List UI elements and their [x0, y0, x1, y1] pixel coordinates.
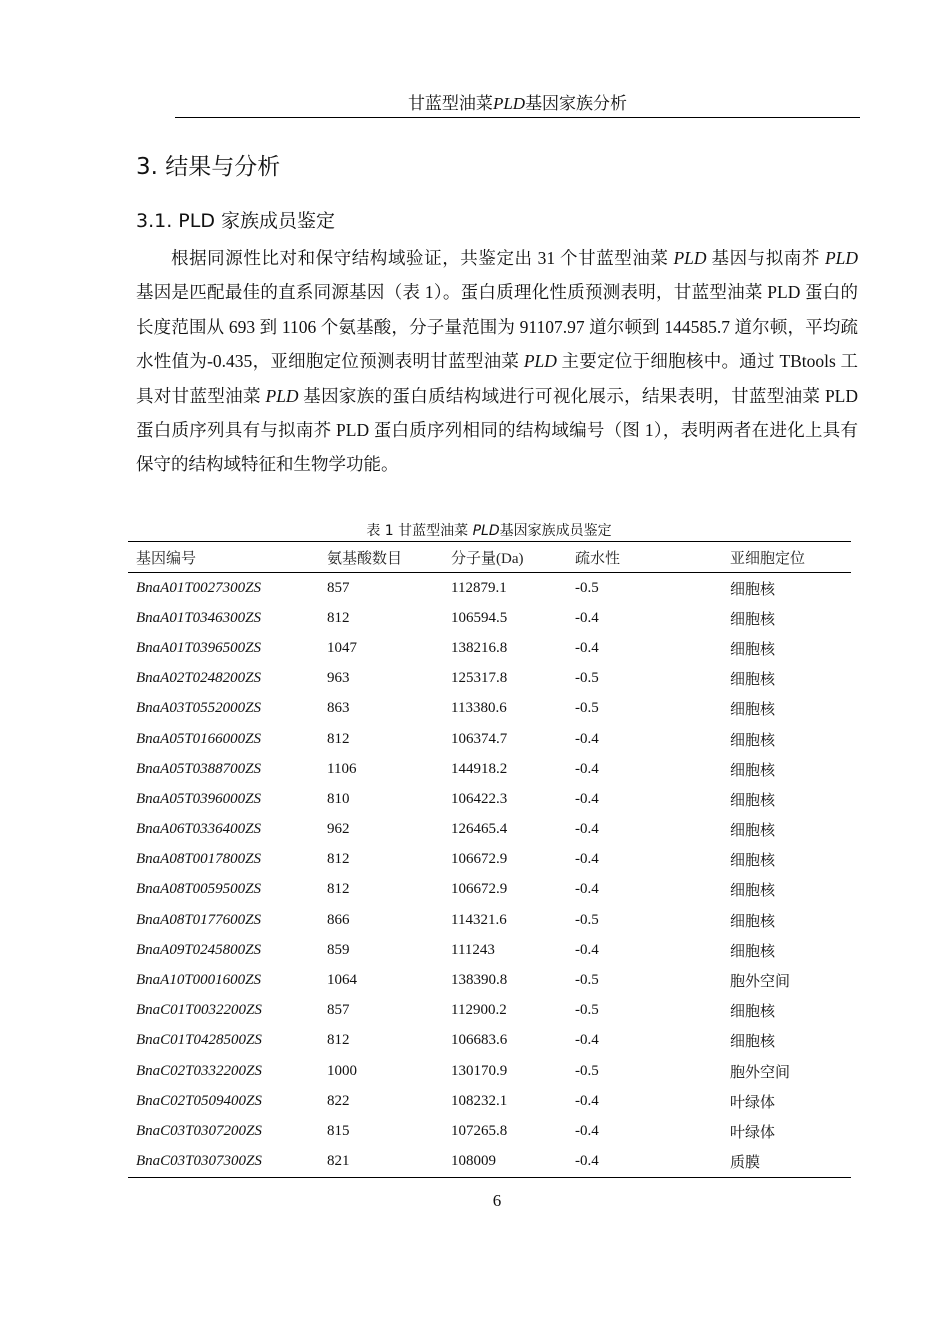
- table-row: [128, 905, 851, 935]
- cell-molecular-weight: 144918.2: [451, 760, 508, 777]
- cell-hydrophobicity: -0.5: [575, 700, 599, 717]
- cell-gene-id: BnaA02T0248200ZS: [136, 670, 262, 687]
- cell-hydrophobicity: -0.4: [575, 851, 599, 868]
- table-row: [128, 664, 851, 694]
- gene-family-table: [128, 541, 851, 1178]
- header-subcellular-location: 亚细胞定位: [730, 550, 806, 567]
- cell-gene-id: BnaA01T0346300ZS: [136, 609, 262, 626]
- cell-subcellular-location: 细胞核: [730, 943, 776, 960]
- table-row: [128, 694, 851, 724]
- cell-subcellular-location: 细胞核: [730, 1034, 776, 1051]
- cell-amino-acid-count: 1064: [327, 972, 357, 989]
- cell-molecular-weight: 125317.8: [451, 670, 508, 687]
- page-number: 6: [492, 1191, 502, 1210]
- running-header-suffix: 基因家族分析: [525, 94, 628, 113]
- cell-molecular-weight: 107265.8: [451, 1122, 508, 1139]
- cell-amino-acid-count: 962: [327, 821, 350, 838]
- cell-subcellular-location: 细胞核: [730, 732, 776, 749]
- table-row: [128, 875, 851, 905]
- table-body: [128, 573, 851, 1178]
- cell-hydrophobicity: -0.4: [575, 760, 599, 777]
- cell-molecular-weight: 112879.1: [451, 579, 507, 596]
- cell-gene-id: BnaA06T0336400ZS: [136, 821, 262, 838]
- cell-hydrophobicity: -0.4: [575, 1092, 599, 1109]
- cell-subcellular-location: 细胞核: [730, 792, 776, 809]
- cell-gene-id: BnaA10T0001600ZS: [136, 972, 262, 989]
- cell-molecular-weight: 106422.3: [451, 790, 508, 807]
- cell-hydrophobicity: -0.4: [575, 609, 599, 626]
- cell-amino-acid-count: 812: [327, 851, 350, 868]
- cell-hydrophobicity: -0.5: [575, 579, 599, 596]
- cell-subcellular-location: 细胞核: [730, 823, 776, 840]
- cell-hydrophobicity: -0.4: [575, 1032, 599, 1049]
- running-header-prefix: 甘蓝型油菜: [407, 94, 493, 113]
- table-row: [128, 996, 851, 1026]
- cell-molecular-weight: 114321.6: [451, 911, 507, 928]
- cell-amino-acid-count: 963: [327, 670, 350, 687]
- cell-amino-acid-count: 859: [327, 941, 350, 958]
- cell-amino-acid-count: 812: [327, 1032, 350, 1049]
- cell-subcellular-location: 细胞核: [730, 913, 776, 930]
- cell-gene-id: BnaA09T0245800ZS: [136, 941, 262, 958]
- table-row: [128, 754, 851, 784]
- cell-hydrophobicity: -0.5: [575, 972, 599, 989]
- cell-molecular-weight: 108232.1: [451, 1092, 508, 1109]
- header-hydrophobicity: 疏水性: [575, 550, 621, 567]
- table-row: [128, 1026, 851, 1056]
- cell-hydrophobicity: -0.4: [575, 941, 599, 958]
- subsection-title: 3.1. PLD 家族成员鉴定: [136, 210, 336, 232]
- cell-subcellular-location: 细胞核: [730, 883, 776, 900]
- cell-gene-id: BnaC02T0332200ZS: [136, 1062, 262, 1079]
- cell-amino-acid-count: 815: [327, 1122, 350, 1139]
- cell-molecular-weight: 126465.4: [451, 821, 508, 838]
- table-row: [128, 1147, 851, 1178]
- cell-gene-id: BnaC03T0307300ZS: [136, 1153, 262, 1170]
- cell-gene-id: BnaA01T0396500ZS: [136, 639, 262, 656]
- cell-molecular-weight: 106672.9: [451, 881, 508, 898]
- table-row: [128, 573, 851, 604]
- paragraph-italic-1: PLD: [673, 248, 707, 268]
- cell-amino-acid-count: 1000: [327, 1062, 357, 1079]
- paragraph-text-5: 基因家族的蛋白质结构域进行可视化展示，结果表明，甘蓝型油菜 PLD 蛋白质序列具有与拟南芥 PLD 蛋白质序列相同的结构域编号（图 1），表明两者在进化上具有保守的结构域特征和生物学功能。: [136, 385, 859, 475]
- table-row: [128, 603, 851, 633]
- cell-hydrophobicity: -0.5: [575, 1002, 599, 1019]
- cell-amino-acid-count: 857: [327, 579, 350, 596]
- cell-hydrophobicity: -0.4: [575, 639, 599, 656]
- cell-subcellular-location: 细胞核: [730, 611, 776, 628]
- cell-hydrophobicity: -0.5: [575, 1062, 599, 1079]
- paragraph-text-3: 基因是匹配最佳的直系同源基因（表 1）。蛋白质理化性质预测表明，甘蓝型油菜 PLD 蛋白的长度范围从 693 到 1106 个氨基酸，分子量范围为 91107.97 道尔顿到 144585.7 道尔顿，平均疏水性值为-0.435，亚细胞定位预测表明甘蓝型油菜: [136, 282, 858, 372]
- table-caption: [128, 520, 850, 540]
- header-molecular-weight: 分子量(Da): [451, 550, 524, 567]
- paragraph-text-4: 主要定位于细胞核中。通过 TBtools 工具对甘蓝型油菜: [136, 351, 858, 406]
- cell-subcellular-location: 质膜: [730, 1155, 761, 1172]
- table-row: [128, 1116, 851, 1146]
- cell-amino-acid-count: 821: [327, 1153, 350, 1170]
- cell-molecular-weight: 108009: [451, 1153, 496, 1170]
- cell-gene-id: BnaC01T0428500ZS: [136, 1032, 262, 1049]
- caption-prefix: 表 1 甘蓝型油菜: [366, 523, 473, 539]
- cell-amino-acid-count: 812: [327, 730, 350, 747]
- caption-italic: PLD: [472, 523, 500, 539]
- cell-molecular-weight: 106594.5: [451, 609, 508, 626]
- table-row: [128, 815, 851, 845]
- cell-amino-acid-count: 866: [327, 911, 350, 928]
- paragraph-text-1: 根据同源性比对和保守结构域验证，共鉴定出 31 个甘蓝型油菜: [171, 248, 674, 268]
- table-row: [128, 633, 851, 663]
- cell-molecular-weight: 106672.9: [451, 851, 508, 868]
- table-row: [128, 845, 851, 875]
- cell-gene-id: BnaC01T0032200ZS: [136, 1002, 262, 1019]
- cell-hydrophobicity: -0.5: [575, 911, 599, 928]
- cell-subcellular-location: 细胞核: [730, 581, 776, 598]
- cell-hydrophobicity: -0.4: [575, 790, 599, 807]
- cell-gene-id: BnaA08T0177600ZS: [136, 911, 262, 928]
- cell-molecular-weight: 138216.8: [451, 639, 508, 656]
- table-row: [128, 724, 851, 754]
- cell-molecular-weight: 111243: [451, 941, 495, 958]
- cell-molecular-weight: 113380.6: [451, 700, 507, 717]
- table-row: [128, 935, 851, 965]
- caption-suffix: 基因家族成员鉴定: [499, 523, 612, 539]
- cell-subcellular-location: 细胞核: [730, 762, 776, 779]
- cell-gene-id: BnaA05T0166000ZS: [136, 730, 262, 747]
- table-row: [128, 1056, 851, 1086]
- running-header: [175, 94, 860, 118]
- cell-amino-acid-count: 1106: [327, 760, 357, 777]
- paragraph-italic-2: PLD: [824, 248, 859, 268]
- cell-subcellular-location: 胞外空间: [730, 1064, 791, 1081]
- paragraph-italic-4: PLD: [265, 385, 299, 406]
- cell-gene-id: BnaA03T0552000ZS: [136, 700, 262, 717]
- cell-gene-id: BnaA05T0388700ZS: [136, 760, 262, 777]
- table-row: [128, 1086, 851, 1116]
- table-row: [128, 784, 851, 814]
- section-title: 3. 结果与分析: [136, 154, 281, 180]
- cell-amino-acid-count: 822: [327, 1092, 350, 1109]
- cell-subcellular-location: 叶绿体: [730, 1094, 776, 1111]
- cell-hydrophobicity: -0.4: [575, 821, 599, 838]
- cell-gene-id: BnaA08T0059500ZS: [136, 881, 262, 898]
- cell-hydrophobicity: -0.4: [575, 730, 599, 747]
- running-header-italic: PLD: [492, 94, 526, 113]
- cell-subcellular-location: 细胞核: [730, 641, 776, 658]
- header-gene-id: 基因编号: [136, 550, 197, 567]
- cell-hydrophobicity: -0.4: [575, 1122, 599, 1139]
- cell-molecular-weight: 138390.8: [451, 972, 508, 989]
- cell-subcellular-location: 细胞核: [730, 702, 776, 719]
- paragraph-text-2: 基因与拟南芥: [706, 248, 825, 268]
- cell-amino-acid-count: 810: [327, 790, 350, 807]
- cell-subcellular-location: 细胞核: [730, 853, 776, 870]
- table-row: [128, 965, 851, 995]
- cell-subcellular-location: 胞外空间: [730, 974, 791, 991]
- table-header-row: [128, 542, 851, 573]
- cell-amino-acid-count: 812: [327, 609, 350, 626]
- cell-subcellular-location: 细胞核: [730, 672, 776, 689]
- cell-molecular-weight: 106374.7: [451, 730, 508, 747]
- cell-gene-id: BnaA08T0017800ZS: [136, 851, 262, 868]
- cell-amino-acid-count: 857: [327, 1002, 350, 1019]
- body-paragraph: [136, 241, 858, 482]
- cell-amino-acid-count: 1047: [327, 639, 357, 656]
- cell-gene-id: BnaA05T0396000ZS: [136, 790, 262, 807]
- cell-gene-id: BnaC03T0307200ZS: [136, 1122, 262, 1139]
- cell-molecular-weight: 112900.2: [451, 1002, 507, 1019]
- cell-amino-acid-count: 812: [327, 881, 350, 898]
- cell-hydrophobicity: -0.4: [575, 881, 599, 898]
- cell-hydrophobicity: -0.4: [575, 1153, 599, 1170]
- cell-gene-id: BnaA01T0027300ZS: [136, 579, 262, 596]
- cell-gene-id: BnaC02T0509400ZS: [136, 1092, 262, 1109]
- cell-hydrophobicity: -0.5: [575, 670, 599, 687]
- cell-amino-acid-count: 863: [327, 700, 350, 717]
- cell-subcellular-location: 细胞核: [730, 1004, 776, 1021]
- cell-molecular-weight: 130170.9: [451, 1062, 508, 1079]
- paragraph-italic-3: PLD: [523, 351, 557, 372]
- header-amino-acid-count: 氨基酸数目: [327, 550, 403, 567]
- cell-molecular-weight: 106683.6: [451, 1032, 508, 1049]
- cell-subcellular-location: 叶绿体: [730, 1124, 776, 1141]
